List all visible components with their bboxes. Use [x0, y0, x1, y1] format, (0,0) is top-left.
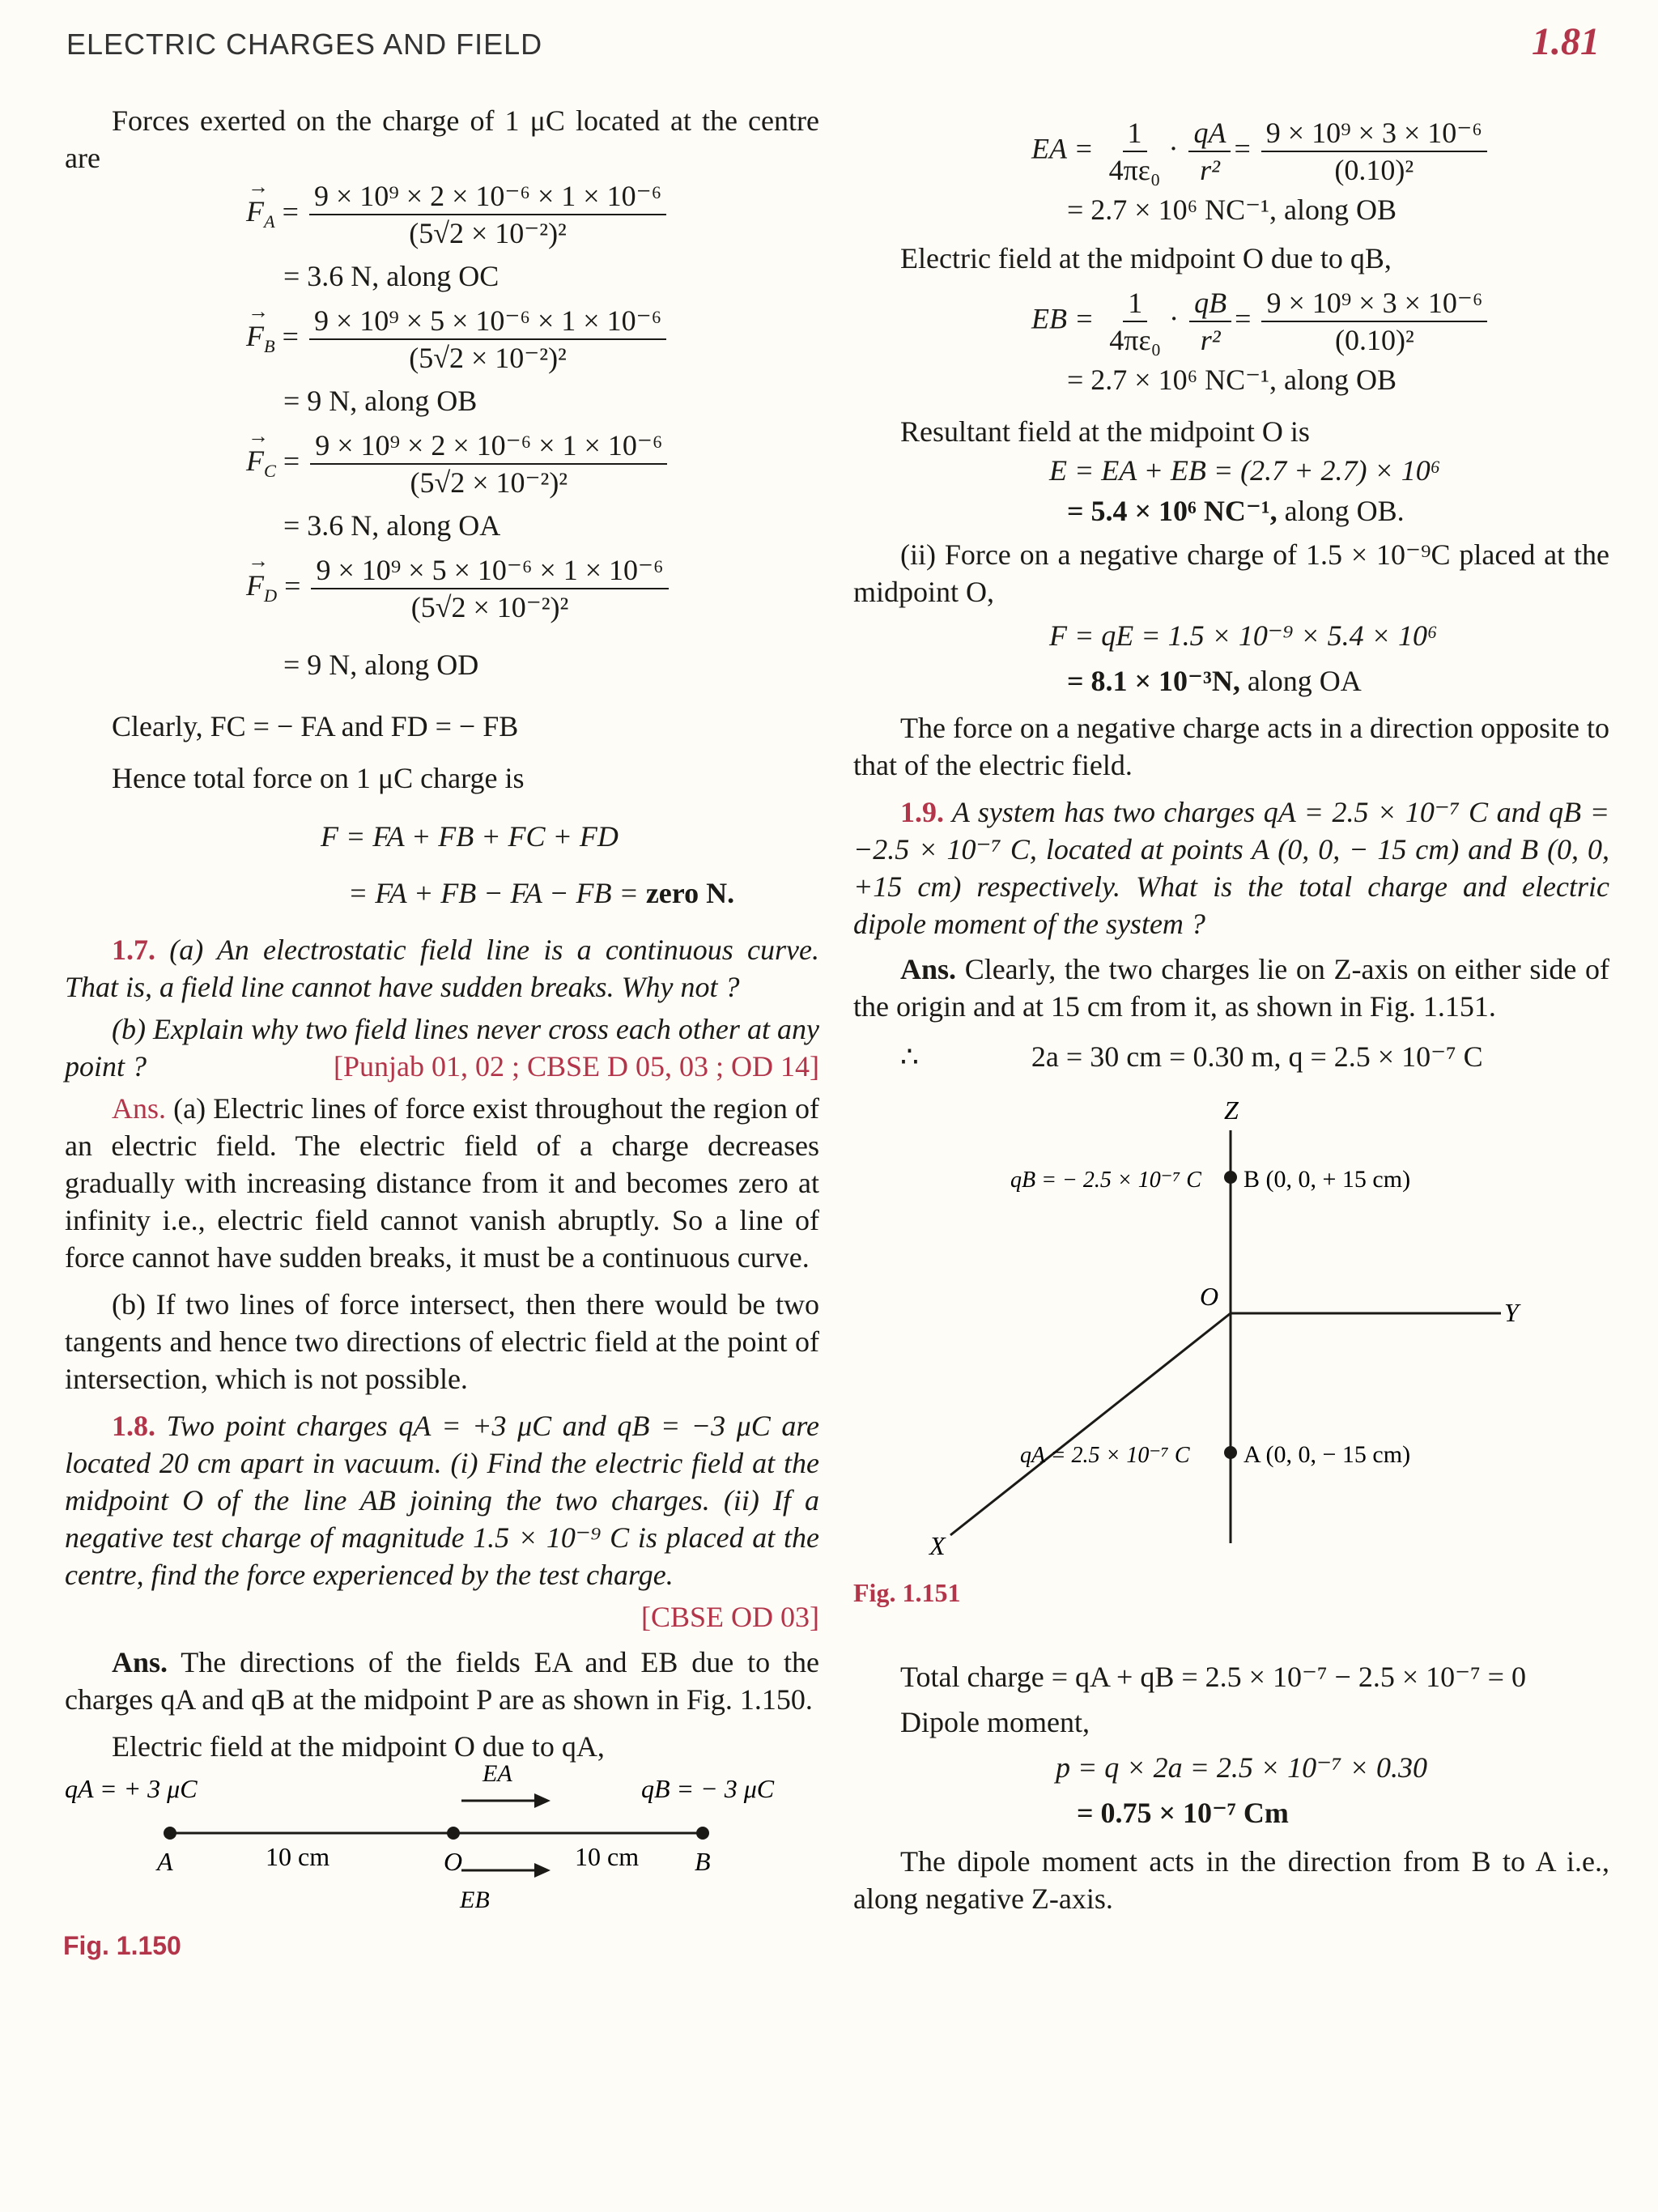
answer-1-7a [65, 1090, 819, 1276]
resultant-value: = 5.4 × 10⁶ NC⁻¹, [1067, 495, 1278, 527]
force-d-equation: → $F_D$ = $\frac{\text{9 × 10⁹ × 5 × 10⁻⁶ × 1 × 10⁻⁶}}{\text{(5√2 × 10⁻²)²}}$ [246, 554, 819, 623]
fig150-point-a [164, 1827, 176, 1840]
force-b-symbol: → $F_B$ [246, 317, 275, 355]
force-c-symbol: → $F_C$ [246, 442, 276, 479]
field-b-frac1 [1104, 287, 1166, 356]
two-a-line [900, 1038, 1609, 1075]
fig150-dist-ob: 10 cm [575, 1842, 640, 1871]
force-c-numerator: 9 × 10⁹ × 2 × 10⁻⁶ × 1 × 10⁻⁶ [310, 429, 667, 465]
fig151-x-label: X [929, 1531, 946, 1560]
field-a-frac2-num: qA [1188, 117, 1231, 152]
question-1-7a [65, 931, 819, 1006]
question-1-8-source: [CBSE OD 03] [640, 1601, 819, 1633]
force-c-equation: → $F_C$ = $\frac{\text{9 × 10⁹ × 2 × 10⁻⁶ × 1 × 10⁻⁶}}{\text{(5√2 × 10⁻²)²}}$ [246, 429, 819, 499]
fig151-a-label: A (0, 0, − 15 cm) [1244, 1441, 1411, 1468]
fig151-b-label: B (0, 0, + 15 cm) [1244, 1166, 1411, 1193]
fig151-point-b [1224, 1171, 1237, 1184]
answer-1-8-text: The directions of the fields EA and EB due to the charges qA and qB at the midpoint P are as shown in Fig. 1.150. [65, 1646, 819, 1716]
fig151-caption: Fig. 1.151 [853, 1578, 961, 1607]
field-a-frac1 [1104, 117, 1166, 186]
force-note: The force on a negative charge acts in a direction opposite to that of the electric field. [853, 712, 1609, 781]
question-number-1-9: 1.9. [900, 796, 944, 828]
answer-1-9-text: Clearly, the two charges lie on Z-axis on either side of the origin and at 15 cm from it, as shown in Fig. 1.151. [853, 953, 1610, 1023]
fig151-point-a [1224, 1446, 1237, 1459]
field-b-result: = 2.7 × 10⁶ NC⁻¹, along OB [1067, 364, 1397, 396]
field-b-frac2 [1189, 287, 1231, 356]
resultant-sum: E = EA + EB = (2.7 + 2.7) × 10⁶ [1049, 454, 1441, 487]
force-a-result: = 3.6 N, along OC [283, 260, 500, 292]
fig151-qa-label: qA = 2.5 × 10⁻⁷ C [1020, 1443, 1190, 1468]
force-direction: along OA [1247, 665, 1362, 697]
fig151-y-label: Y [1504, 1298, 1519, 1327]
field-a-frac2-den: r² [1200, 154, 1220, 186]
answer-label-1-8: Ans. [112, 1646, 168, 1678]
question-number-1-7: 1.7. [112, 934, 155, 966]
question-number-1-8: 1.8. [112, 1410, 155, 1442]
page-number: 1.81 [1532, 20, 1600, 63]
question-1-8 [65, 1407, 819, 1593]
force-d-numerator: 9 × 10⁹ × 5 × 10⁻⁶ × 1 × 10⁻⁶ [311, 554, 668, 589]
force-c-denominator: (5√2 × 10⁻²)² [410, 466, 568, 499]
force-b-numerator: 9 × 10⁹ × 5 × 10⁻⁶ × 1 × 10⁻⁶ [309, 304, 666, 340]
question-1-9 [853, 793, 1609, 942]
answer-label-1-9: Ans. [900, 953, 957, 985]
force-b-result: = 9 N, along OB [283, 385, 478, 417]
force-equation: F = qE = 1.5 × 10⁻⁹ × 5.4 × 10⁶ [1049, 619, 1438, 652]
fig150-a-label: A [157, 1847, 173, 1876]
field-a-frac1-den: 4πε₀ [1108, 154, 1161, 186]
force-a-fraction [309, 180, 666, 249]
total-force-line2-expr: = FA + FB − FA − FB = [348, 877, 639, 909]
answer-1-9 [853, 951, 1609, 1025]
question-1-7-source: [Punjab 01, 02 ; CBSE D 05, 03 ; OD 14] [333, 1050, 819, 1083]
resultant-intro: Resultant field at the midpoint O is [900, 415, 1310, 448]
question-1-7b: (b) Explain why two field lines never cross each other at any point ? [65, 1013, 819, 1083]
running-header: ELECTRIC CHARGES AND FIELD [66, 28, 543, 61]
fig150-qb-label: qB = − 3 μC [641, 1774, 775, 1803]
fig150-eb-label: EB [460, 1887, 490, 1913]
field-a-frac3-den: (0.10)² [1334, 154, 1414, 186]
clearly-relation: Clearly, FC = − FA and FD = − FB [112, 710, 519, 742]
answer-1-7b: (b) If two lines of force intersect, then there would be two tangents and hence two directions of electric field at the point of intersection, which is not possible. [65, 1288, 819, 1395]
fig150-dist-ao: 10 cm [266, 1842, 330, 1871]
fig150-ea-arrowhead [534, 1793, 551, 1808]
force-c-fraction [310, 429, 667, 499]
field-b-lhs: EB = [1031, 302, 1095, 335]
field-b-frac1-den: 4πε₀ [1109, 324, 1162, 356]
fig151-o-label: O [1200, 1282, 1219, 1311]
therefore-symbol: ∴ [900, 1040, 919, 1073]
left-column [65, 102, 819, 1964]
field-b-frac3-num: 9 × 10⁹ × 3 × 10⁻⁶ [1261, 287, 1487, 322]
hence-total: Hence total force on 1 μC charge is [112, 762, 525, 794]
force-value: = 8.1 × 10⁻³N, [1067, 665, 1240, 697]
fig150-b-label: B [695, 1847, 711, 1876]
right-column [853, 113, 1609, 1917]
field-due-to-qb: Electric field at the midpoint O due to qB, [900, 242, 1392, 274]
figure-1-151 [853, 1080, 1609, 1639]
field-b-frac1-num: 1 [1123, 287, 1147, 322]
fig150-caption: Fig. 1.150 [63, 1931, 181, 1960]
fig150-qa-label: qA = + 3 μC [65, 1774, 198, 1803]
field-a-frac3-num: 9 × 10⁹ × 3 × 10⁻⁶ [1261, 117, 1487, 152]
field-a-lhs: EA = [1031, 132, 1094, 165]
two-a-equation: 2a = 30 cm = 0.30 m, q = 2.5 × 10⁻⁷ C [1031, 1040, 1483, 1073]
answer-1-7a-text: (a) Electric lines of force exist throughout the region of an electric field. The electric field of a charge decreases gradually with increasing distance from it and becomes zero at infinity i.e., electric field cannot vanish abruptly. So a line of force cannot have sudden breaks, it must be a continuous curve. [65, 1092, 820, 1274]
field-b-frac3 [1261, 287, 1487, 356]
force-d-fraction [311, 554, 668, 623]
field-a-frac1-num: 1 [1123, 117, 1147, 152]
field-a-frac2 [1188, 117, 1231, 186]
force-a-equation: → $F_A$ = $\frac{\text{9 × 10⁹ × 2 × 10⁻⁶ × 1 × 10⁻⁶}}{\text{(5√2 × 10⁻²)²}}$ [246, 180, 819, 249]
force-c-result: = 3.6 N, along OA [283, 509, 501, 542]
fig150-eb-arrowhead [534, 1863, 551, 1878]
force-a-symbol: → $F_A$ [246, 193, 275, 230]
resultant-direction: along OB. [1284, 495, 1405, 527]
field-b-equation: EB = $\frac{1}{\text{4πε₀}}$ · $\frac{qB}{\text{r²}}$ = $\frac{\text{9 × 10⁹ × 3 × 10⁻⁶}}{\text{(0.10)²}}$ [1031, 287, 1609, 356]
dipole-direction: The dipole moment acts in the direction from B to A i.e., along negative Z-axis. [853, 1845, 1609, 1915]
field-a-result: = 2.7 × 10⁶ NC⁻¹, along OB [1067, 194, 1397, 226]
field-b-frac3-den: (0.10)² [1335, 324, 1414, 356]
field-a-equation: EA = $\frac{1}{\text{4πε₀}}$ · $\frac{qA}{\text{r²}}$ = $\frac{\text{9 × 10⁹ × 3 × 10⁻⁶}}{\text{(0.10)²}}$ [1031, 117, 1609, 186]
force-d-symbol: → $F_D$ [246, 567, 277, 604]
dipole-label: Dipole moment, [900, 1706, 1090, 1738]
field-due-to-qa: Electric field at the midpoint O due to qA, [112, 1730, 605, 1763]
fig150-point-o [447, 1827, 460, 1840]
field-b-frac2-den: r² [1200, 324, 1221, 356]
fig150-ea-label: EA [483, 1765, 512, 1787]
forces-intro: Forces exerted on the charge of 1 μC located at the centre are [65, 104, 819, 174]
total-force-line1: F = FA + FB + FC + FD [321, 820, 619, 853]
total-force-line2 [348, 874, 819, 912]
force-b-fraction [309, 304, 666, 374]
question-1-9-text: A system has two charges qA = 2.5 × 10⁻⁷ C and qB = −2.5 × 10⁻⁷ C, located at points A (0, 0, − 15 cm) and B (0, 0, +15 cm) respectively. What is the total charge and electric dipole moment of the system ? [853, 796, 1609, 940]
force-d-result: = 9 N, along OD [283, 649, 479, 681]
force-d-denominator: (5√2 × 10⁻²)² [410, 591, 569, 623]
force-b-denominator: (5√2 × 10⁻²)² [409, 342, 567, 374]
field-a-frac3 [1261, 117, 1487, 186]
force-value-line [1067, 662, 1609, 700]
force-a-numerator: 9 × 10⁹ × 2 × 10⁻⁶ × 1 × 10⁻⁶ [309, 180, 666, 215]
dipole-value: = 0.75 × 10⁻⁷ Cm [1077, 1797, 1289, 1829]
dipole-equation: p = q × 2a = 2.5 × 10⁻⁷ × 0.30 [1056, 1751, 1427, 1784]
force-a-denominator: (5√2 × 10⁻²)² [409, 217, 567, 249]
fig150-point-b [696, 1827, 709, 1840]
fig150-o-label: O [444, 1847, 463, 1876]
answer-label-1-7: Ans. [112, 1092, 167, 1125]
part-ii-intro: (ii) Force on a negative charge of 1.5 × 10⁻⁹C placed at the midpoint O, [853, 538, 1609, 608]
total-force-result: zero N. [645, 877, 735, 909]
resultant-value-line [1067, 492, 1609, 530]
force-b-equation: → $F_B$ = $\frac{\text{9 × 10⁹ × 5 × 10⁻⁶ × 1 × 10⁻⁶}}{\text{(5√2 × 10⁻²)²}}$ [246, 304, 819, 374]
figure-1-150 [65, 1765, 819, 1916]
total-charge: Total charge = qA + qB = 2.5 × 10⁻⁷ − 2.5 × 10⁻⁷ = 0 [900, 1661, 1526, 1693]
fig151-x-axis [950, 1313, 1231, 1535]
answer-1-8 [65, 1644, 819, 1718]
field-b-frac2-num: qB [1189, 287, 1231, 322]
question-1-8-text: Two point charges qA = +3 μC and qB = −3 μC are located 20 cm apart in vacuum. (i) Find the electric field at the midpoint O of the line AB joining the two charges. (ii) If a negative test charge of magnitude 1.5 × 10⁻⁹ C is placed at the centre, find the force experienced by the test charge. [65, 1410, 819, 1591]
question-1-7a-text: (a) An electrostatic field line is a continuous curve. That is, a field line cannot have sudden breaks. Why not ? [65, 934, 820, 1003]
fig151-qb-label: qB = − 2.5 × 10⁻⁷ C [1010, 1168, 1201, 1193]
fig151-z-label: Z [1224, 1095, 1239, 1125]
